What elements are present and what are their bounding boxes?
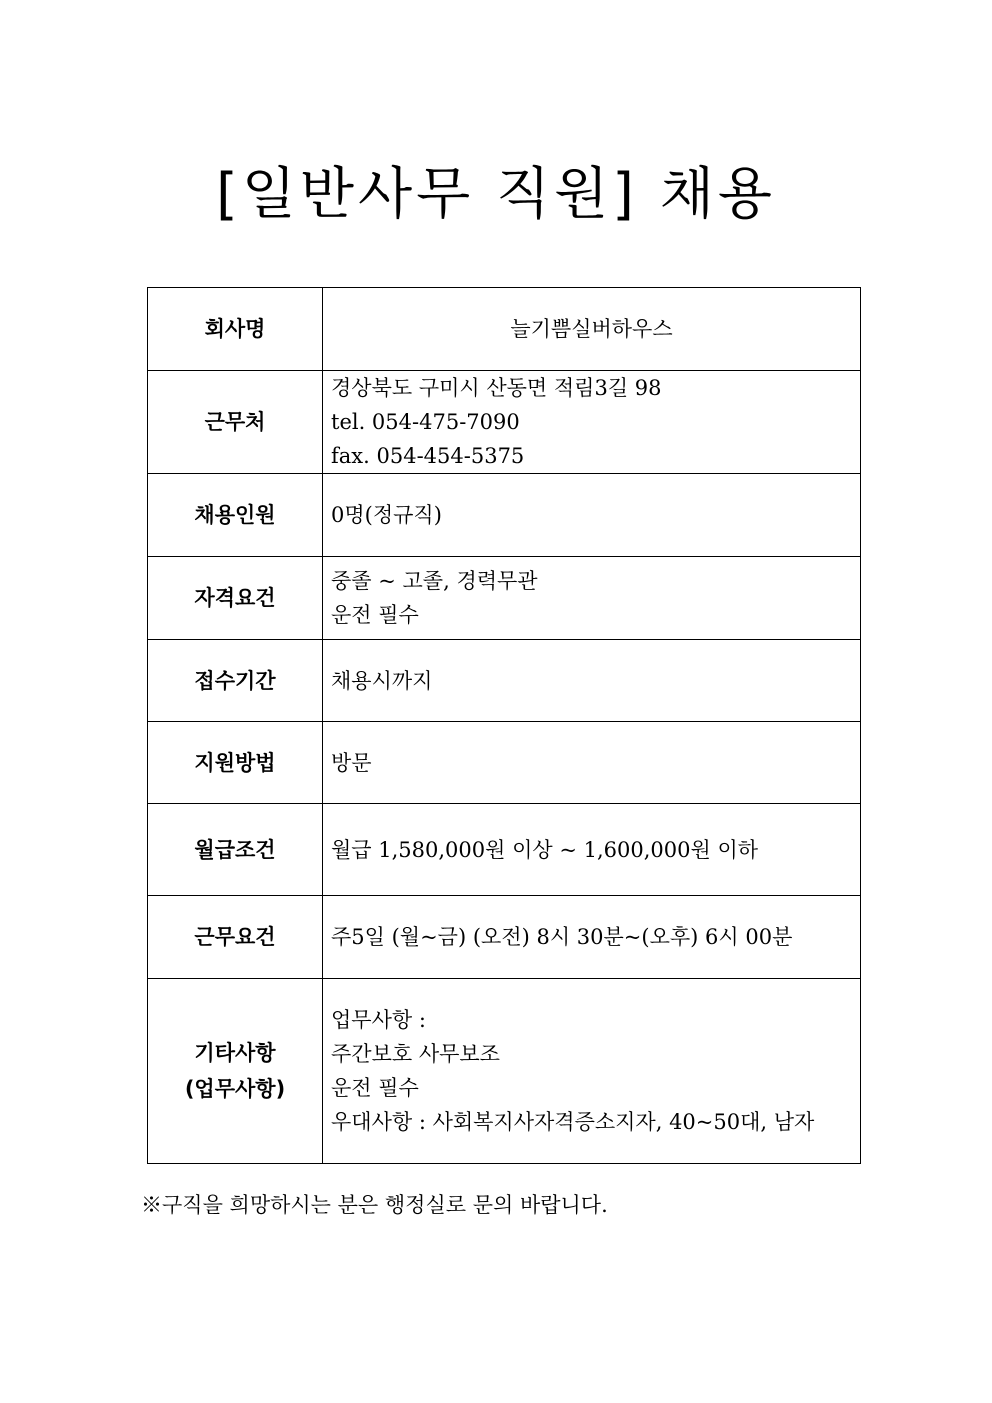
- row-value-workplace: [323, 371, 861, 474]
- row-value-application-method: [323, 722, 861, 804]
- row-value-qualifications: [323, 557, 861, 640]
- workplace-address: 경상북도 구미시 산동면 적림3길 98: [331, 376, 662, 400]
- application-method-value: 방문: [331, 750, 372, 775]
- work-hours-value: 주5일 (월~금) (오전) 8시 30분~(오후) 6시 00분: [331, 925, 793, 949]
- table-row-application-period: [148, 640, 861, 722]
- row-label-work-conditions: 근무요건: [148, 896, 323, 979]
- preferred-qualifications: 우대사항 : 사회복지사자격증소지자, 40~50대, 남자: [331, 1110, 815, 1134]
- row-label-workplace: 근무처: [148, 371, 323, 474]
- table-row-salary: [148, 804, 861, 896]
- workplace-fax: fax. 054-454-5375: [331, 444, 525, 468]
- page-title: [일반사무 직원] 채용: [215, 162, 777, 227]
- other-label-line-1: 기타사항: [194, 1041, 276, 1065]
- job-info-table: [147, 287, 861, 1164]
- company-name: 늘기쁨실버하우스: [510, 317, 673, 341]
- table-row-headcount: [148, 474, 861, 557]
- row-value-other: [323, 979, 861, 1164]
- table-row-company: [148, 288, 861, 371]
- other-label-line-2: (업무사항): [184, 1077, 286, 1101]
- qualification-education: 중졸 ~ 고졸, 경력무관: [331, 569, 538, 593]
- workplace-tel: tel. 054-475-7090: [331, 410, 520, 434]
- duties-detail: 주간보호 사무보조: [331, 1042, 500, 1066]
- table-row-work-conditions: [148, 896, 861, 979]
- row-value-work-conditions: [323, 896, 861, 979]
- salary-value: 월급 1,580,000원 이상 ~ 1,600,000원 이하: [331, 837, 759, 862]
- row-label-qualifications: 자격요건: [148, 557, 323, 640]
- row-value-salary: [323, 804, 861, 896]
- row-value-headcount: [323, 474, 861, 557]
- row-label-salary: 월급조건: [148, 804, 323, 896]
- row-value-company: [323, 288, 861, 371]
- duties-heading: 업무사항 :: [331, 1008, 426, 1032]
- application-period-value: 채용시까지: [331, 668, 433, 693]
- table-row-other: [148, 979, 861, 1164]
- headcount-value: 0명(정규직): [331, 503, 442, 527]
- qualification-driving: 운전 필수: [331, 603, 419, 627]
- row-label-application-method: 지원방법: [148, 722, 323, 804]
- table-row-application-method: [148, 722, 861, 804]
- row-label-headcount: 채용인원: [148, 474, 323, 557]
- table-row-workplace: [148, 371, 861, 474]
- row-value-application-period: [323, 640, 861, 722]
- row-label-application-period: 접수기간: [148, 640, 323, 722]
- row-label-other: [148, 979, 323, 1164]
- contact-footnote: ※구직을 희망하시는 분은 행정실로 문의 바랍니다.: [141, 1193, 608, 1217]
- duties-driving: 운전 필수: [331, 1076, 419, 1100]
- row-label-company: 회사명: [148, 288, 323, 371]
- table-row-qualifications: [148, 557, 861, 640]
